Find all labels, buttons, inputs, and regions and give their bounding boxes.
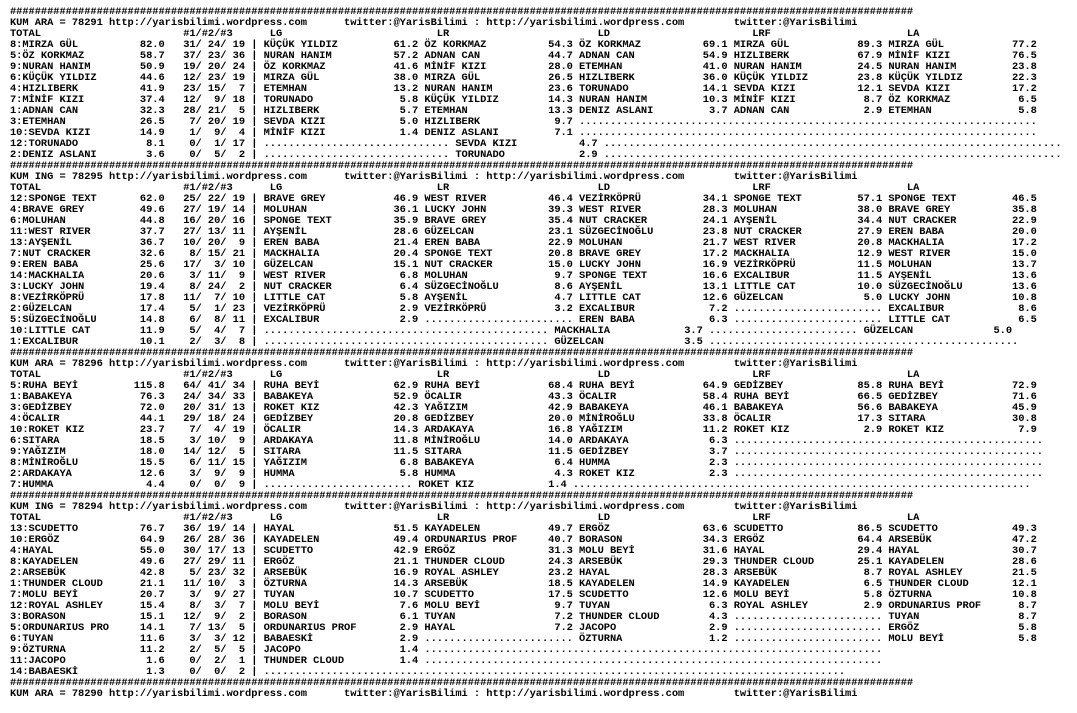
result-row: 3:GEDİZBEY 72.0 20/ 31/ 13 | ROKET KIZ 42.3 YAĞIZIM 42.9 BABAKEYA 46.1 BABAKEYA 56.6 BABAKEYA 45.9 xyxy=(10,402,1037,414)
result-row: 5:SÜZGECİNOĞLU 14.8 6/ 8/ 11 | EXCALIBUR 2.9 ........................ EREN BABA 6.3 ........................ LITTLE CAT 6.5 xyxy=(10,314,1037,326)
result-row: 10:LITTLE CAT 11.9 5/ 4/ 7 | .............................................. MACKHALIA 3.7 ........................ GÜZELCAN 5.0 xyxy=(10,325,1013,337)
separator-line: ################################################################################################################################################## xyxy=(10,490,914,502)
result-row: 8:MIRZA GÜL 82.0 31/ 24/ 19 | KÜÇÜK YILDIZ 61.2 ÖZ KORKMAZ 54.3 ÖZ KORKMAZ 69.1 MIRZA GÜL 89.3 MIRZA GÜL 77.2 xyxy=(10,39,1037,51)
result-row: 3:LUCKY JOHN 19.4 8/ 24/ 2 | NUT CRACKER 6.4 SÜZGECİNOĞLU 8.6 AYŞENİL 13.1 LITTLE CAT 10.0 SÜZGECİNOĞLU 13.6 xyxy=(10,281,1037,293)
result-row: 8:KAYADELEN 49.6 27/ 29/ 11 | ERGÖZ 21.1 THUNDER CLOUD 24.3 ARSEBÜK 29.3 THUNDER CLOUD 25.1 KAYADELEN 28.6 xyxy=(10,556,1037,568)
result-row: 6:SITARA 18.5 3/ 10/ 9 | ARDAKAYA 11.8 MİNİROĞLU 14.0 ARDAKAYA 6.3 .................................................. xyxy=(10,435,1043,447)
column-headers: TOTAL #1/#2/#3 LG LR LD LRF LA xyxy=(10,512,920,524)
result-row: 14:MACKHALIA 20.6 3/ 11/ 9 | WEST RIVER 6.8 MOLUHAN 9.7 SPONGE TEXT 16.6 EXCALIBUR 11.5 AYŞENİL 13.6 xyxy=(10,270,1037,282)
result-row: 12:ROYAL ASHLEY 15.4 8/ 3/ 7 | MOLU BEYİ 7.6 MOLU BEYİ 9.7 TUYAN 6.3 ROYAL ASHLEY 2.9 ORDUNARIUS PROF 8.7 xyxy=(10,600,1037,612)
result-row: 12:TORUNADO 8.1 0/ 1/ 17 | .............................. SEVDA KIZI 4.7 .......................................................................... xyxy=(10,138,1062,150)
result-row: 9:NURAN HANIM 50.9 19/ 20/ 24 | ÖZ KORKMAZ 41.6 MİNİF KIZI 28.0 ETEMHAN 41.0 NURAN HANIM 24.5 NURAN HANIM 23.8 xyxy=(10,61,1037,73)
result-row: 6:MOLUHAN 44.8 16/ 20/ 16 | SPONGE TEXT 35.9 BRAVE GREY 35.4 NUT CRACKER 24.1 AYŞENİL 34.4 NUT CRACKER 22.9 xyxy=(10,215,1037,227)
result-row: 10:ROKET KIZ 23.7 7/ 4/ 19 | ÖCALIR 14.3 ARDAKAYA 16.8 YAĞIZIM 11.2 ROKET KIZ 2.9 ROKET KIZ 7.9 xyxy=(10,424,1037,436)
result-row: 1:ADNAN CAN 32.3 28/ 21/ 5 | HIZLIBERK 5.7 ETEMHAN 13.3 DENIZ ASLANI 3.7 ADNAN CAN 2.9 ETEMHAN 5.8 xyxy=(10,105,1037,117)
result-row: 3:BORASON 15.1 12/ 9/ 2 | BORASON 6.1 TUYAN 7.2 THUNDER CLOUD 4.3 ........................ TUYAN 8.7 xyxy=(10,611,1037,623)
separator-line: ################################################################################################################################################## xyxy=(10,160,914,172)
result-row: 5:ÖZ KORKMAZ 58.7 37/ 23/ 36 | NURAN HANIM 57.2 ADNAN CAN 44.7 ADNAN CAN 54.9 HIZLIBERK 67.9 MİNİF KIZI 76.5 xyxy=(10,50,1037,62)
result-row: 9:YAĞIZIM 18.0 14/ 12/ 5 | SITARA 11.5 SITARA 11.5 GEDİZBEY 3.7 .................................................. xyxy=(10,446,1043,458)
result-row: 2:ARDAKAYA 12.6 3/ 9/ 9 | HUMMA 5.8 HUMMA 4.3 ROKET KIZ 2.3 .................................................. xyxy=(10,468,1043,480)
column-headers: TOTAL #1/#2/#3 LG LR LD LRF LA xyxy=(10,28,920,40)
result-row: 13:AYŞENİL 36.7 10/ 20/ 9 | EREN BABA 21.4 EREN BABA 22.9 MOLUHAN 21.7 WEST RIVER 20.8 MACKHALIA 17.2 xyxy=(10,237,1037,249)
result-row: 4:BRAVE GREY 49.6 27/ 19/ 14 | MOLUHAN 36.1 LUCKY JOHN 39.3 WEST RIVER 28.3 MOLUHAN 38.0 BRAVE GREY 35.8 xyxy=(10,204,1037,216)
result-row: 4:HIZLIBERK 41.9 23/ 15/ 7 | ETEMHAN 13.2 NURAN HANIM 23.6 TORUNADO 14.1 SEVDA KIZI 12.1 SEVDA KIZI 17.2 xyxy=(10,83,1037,95)
result-row: 3:ETEMHAN 26.5 7/ 20/ 19 | SEVDA KIZI 5.0 HIZLIBERK 9.7 .......................................................................... xyxy=(10,116,1037,128)
result-row: 7:NUT CRACKER 32.6 8/ 15/ 21 | MACKHALIA 20.4 SPONGE TEXT 20.8 BRAVE GREY 17.2 MACKHALIA 12.9 WEST RIVER 15.0 xyxy=(10,248,1037,260)
result-row: 6:KÜÇÜK YILDIZ 44.6 12/ 23/ 19 | MIRZA GÜL 38.0 MIRZA GÜL 26.5 HIZLIBERK 36.0 KÜÇÜK YILDIZ 23.8 KÜÇÜK YILDIZ 22.3 xyxy=(10,72,1037,84)
result-row: 2:DENIZ ASLANI 3.6 0/ 5/ 2 | .............................. TORUNADO 2.9 .......................................................................... xyxy=(10,149,1062,161)
result-row: 8:VEZİRKÖPRÜ 17.8 11/ 7/ 10 | LITTLE CAT 5.8 AYŞENİL 4.7 LITTLE CAT 12.6 GÜZELCAN 5.0 LUCKY JOHN 10.8 xyxy=(10,292,1037,304)
result-row: 7:HUMMA 4.4 0/ 0/ 9 | ........................ ROKET KIZ 1.4 .......................................................................... xyxy=(10,479,1031,491)
race-header: KUM ING = 78294 http://yarisbilimi.wordpress.com twitter:@YarisBilimi : http://yarisbilimi.wordpress.com twitter:@YarisBilimi xyxy=(10,501,858,513)
result-row: 11:WEST RIVER 37.7 27/ 13/ 11 | AYŞENİL 28.6 GÜZELCAN 23.1 SÜZGECİNOĞLU 23.8 NUT CRACKER 27.9 EREN BABA 20.0 xyxy=(10,226,1037,238)
result-row: 7:MİNİF KIZI 37.4 12/ 9/ 18 | TORUNADO 5.8 KÜÇÜK YILDIZ 14.3 NURAN HANIM 10.3 MİNİF KIZI 8.7 ÖZ KORKMAZ 6.5 xyxy=(10,94,1037,106)
result-row: 14:BABAESKİ 1.3 0/ 0/ 2 | .............................................................................................. xyxy=(10,666,846,678)
result-row: 9:EREN BABA 25.6 17/ 3/ 10 | GÜZELCAN 15.1 NUT CRACKER 15.0 LUCKY JOHN 16.9 VEZİRKÖPRÜ 11.5 MOLUHAN 13.7 xyxy=(10,259,1037,271)
result-row: 13:SCUDETTO 76.7 36/ 19/ 14 | HAYAL 51.5 KAYADELEN 49.7 ERGÖZ 63.6 SCUDETTO 86.5 SCUDETTO 49.3 xyxy=(10,523,1037,535)
separator-line: ################################################################################################################################################## xyxy=(10,677,914,689)
race-header: KUM ARA = 78290 http://yarisbilimi.wordpress.com twitter:@YarisBilimi : http://yarisbilimi.wordpress.com twitter:@YarisBilimi xyxy=(10,688,858,700)
result-row: 9:ÖZTURNA 11.2 2/ 5/ 5 | JACOPO 1.4 .......................................................................... xyxy=(10,644,883,656)
result-row: 4:ÖCALIR 44.1 29/ 18/ 24 | GEDİZBEY 20.8 GEDİZBEY 20.0 MİNİROĞLU 33.8 ÖCALIR 17.3 SITARA 30.8 xyxy=(10,413,1037,425)
result-row: 5:ORDUNARIUS PRO 14.1 7/ 13/ 5 | ORDUNARIUS PROF 2.9 HAYAL 7.2 JACOPO 2.9 ........................ ERGÖZ 5.8 xyxy=(10,622,1037,634)
result-row: 8:MİNİROĞLU 15.5 6/ 11/ 15 | YAĞIZIM 6.8 BABAKEYA 6.4 HUMMA 2.3 .................................................. xyxy=(10,457,1043,469)
result-row: 5:RUHA BEYİ 115.8 64/ 41/ 34 | RUHA BEYİ 62.9 RUHA BEYİ 68.4 RUHA BEYİ 64.9 GEDİZBEY 85.8 RUHA BEYİ 72.9 xyxy=(10,380,1037,392)
column-headers: TOTAL #1/#2/#3 LG LR LD LRF LA xyxy=(10,182,920,194)
result-row: 1:THUNDER CLOUD 21.1 11/ 10/ 3 | ÖZTURNA 14.3 ARSEBÜK 18.5 KAYADELEN 14.9 KAYADELEN 6.5 THUNDER CLOUD 12.1 xyxy=(10,578,1037,590)
result-row: 10:ERGÖZ 64.9 26/ 28/ 36 | KAYADELEN 49.4 ORDUNARIUS PROF 40.7 BORASON 34.3 ERGÖZ 64.4 ARSEBÜK 47.2 xyxy=(10,534,1037,546)
separator-line: ################################################################################################################################################## xyxy=(10,6,914,18)
result-row: 7:MOLU BEYİ 20.7 3/ 9/ 27 | TUYAN 10.7 SCUDETTO 17.5 SCUDETTO 12.6 MOLU BEYİ 5.8 ÖZTURNA 10.8 xyxy=(10,589,1037,601)
result-row: 6:TUYAN 11.6 3/ 3/ 12 | BABAESKİ 2.9 ........................ ÖZTURNA 1.2 ........................ MOLU BEYİ 5.8 xyxy=(10,633,1037,645)
race-header: KUM ARA = 78291 http://yarisbilimi.wordpress.com twitter:@YarisBilimi : http://yarisbilimi.wordpress.com twitter:@YarisBilimi xyxy=(10,17,858,29)
result-row: 10:SEVDA KIZI 14.9 1/ 9/ 4 | MİNİF KIZI 1.4 DENIZ ASLANI 7.1 .......................................................................... xyxy=(10,127,1037,139)
result-row: 11:JACOPO 1.6 0/ 2/ 1 | THUNDER CLOUD 1.4 .......................................................................... xyxy=(10,655,883,667)
race-header: KUM ARA = 78296 http://yarisbilimi.wordpress.com twitter:@YarisBilimi : http://yarisbilimi.wordpress.com twitter:@YarisBilimi xyxy=(10,358,858,370)
column-headers: TOTAL #1/#2/#3 LG LR LD LRF LA xyxy=(10,369,920,381)
result-row: 1:EXCALIBUR 10.1 2/ 3/ 8 | .............................................. GÜZELCAN 3.5 .................................................. xyxy=(10,336,1019,348)
race-header: KUM ING = 78295 http://yarisbilimi.wordpress.com twitter:@YarisBilimi : http://yarisbilimi.wordpress.com twitter:@YarisBilimi xyxy=(10,171,858,183)
result-row: 1:BABAKEYA 76.3 24/ 34/ 33 | BABAKEYA 52.9 ÖCALIR 43.3 ÖCALIR 58.4 RUHA BEYİ 66.5 GEDİZBEY 71.6 xyxy=(10,391,1037,403)
separator-line: ################################################################################################################################################## xyxy=(10,347,914,359)
result-row: 4:HAYAL 55.0 30/ 17/ 13 | SCUDETTO 42.9 ERGÖZ 31.3 MOLU BEYİ 31.6 HAYAL 29.4 HAYAL 30.7 xyxy=(10,545,1037,557)
result-row: 12:SPONGE TEXT 62.0 25/ 22/ 19 | BRAVE GREY 46.9 WEST RIVER 46.4 VEZİRKÖPRÜ 34.1 SPONGE TEXT 57.1 SPONGE TEXT 46.5 xyxy=(10,193,1037,205)
result-row: 2:ARSEBÜK 42.8 5/ 23/ 32 | ARSEBÜK 16.9 ROYAL ASHLEY 23.2 HAYAL 28.3 ARSEBÜK 8.7 ROYAL ASHLEY 21.5 xyxy=(10,567,1037,579)
result-row: 2:GÜZELCAN 17.4 5/ 1/ 23 | VEZİRKÖPRÜ 2.9 VEZİRKÖPRÜ 3.2 EXCALIBUR 7.2 ........................ EXCALIBUR 8.6 xyxy=(10,303,1037,315)
